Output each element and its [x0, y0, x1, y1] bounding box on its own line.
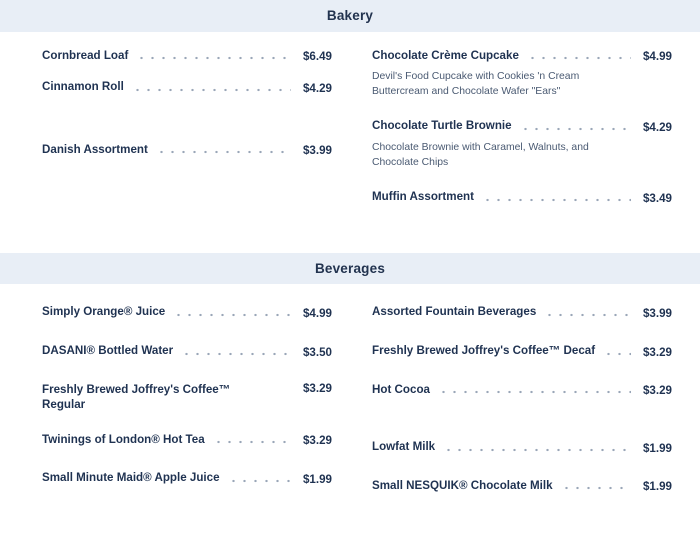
- menu-item-price: $3.49: [642, 191, 672, 205]
- leader-dots: [156, 150, 291, 154]
- leader-dots: [520, 127, 631, 131]
- menu-item-line: [42, 382, 332, 413]
- menu-section-bakery: [0, 0, 700, 213]
- menu-item-name: Cornbread Loaf: [42, 48, 129, 62]
- menu-item-price: $1.99: [642, 480, 672, 494]
- menu-item-name: Small Minute Maid® Apple Juice: [42, 471, 220, 485]
- menu-item-name: Lowfat Milk: [372, 440, 436, 454]
- menu-item: [42, 95, 332, 158]
- menu-item-line: [372, 118, 672, 134]
- menu-item: [42, 320, 332, 359]
- menu-item-line: [372, 343, 672, 359]
- menu-item-description: Chocolate Brownie with Caramel, Walnuts, and Chocolate Chips: [372, 141, 589, 169]
- menu-item-line: [42, 142, 332, 158]
- menu-item-line: [372, 439, 672, 455]
- menu-item-name: Cinnamon Roll: [42, 80, 124, 94]
- menu-item-line: [42, 304, 332, 320]
- menu-item-price: $6.49: [302, 50, 332, 64]
- menu-item-line: [42, 79, 332, 95]
- leader-dots: [438, 390, 631, 394]
- menu-item: [372, 397, 672, 455]
- menu-item-name: Small NESQUIK® Chocolate Milk: [372, 478, 553, 492]
- menu-item-price: $3.50: [302, 345, 332, 359]
- menu-item-name: Freshly Brewed Joffrey's Coffee™ Decaf: [372, 343, 596, 357]
- leader-dots: [527, 56, 631, 60]
- section-spacer: [0, 213, 700, 253]
- menu-item-name: Freshly Brewed Joffrey's Coffee™ Regular: [42, 382, 231, 412]
- leader-dots: [561, 486, 631, 490]
- menu-column-left: [18, 284, 350, 493]
- menu-item-name: Chocolate Turtle Brownie: [372, 119, 512, 133]
- menu-item: [372, 284, 672, 320]
- leader-dots: [443, 448, 631, 452]
- menu-item-price: $1.99: [642, 441, 672, 455]
- menu-item-price: $4.99: [302, 306, 332, 320]
- menu-item-name: Assorted Fountain Beverages: [372, 305, 537, 319]
- menu-column-right: [350, 32, 682, 205]
- menu-item-line: [372, 189, 672, 205]
- menu-item: [372, 320, 672, 359]
- leader-dots: [213, 440, 291, 444]
- menu-column-right: [350, 284, 682, 493]
- menu-item: [372, 32, 672, 100]
- menu-item-line: [372, 304, 672, 320]
- menu-item: [372, 455, 672, 494]
- menu-item-line: [42, 48, 332, 64]
- menu-section-beverages: [0, 253, 700, 500]
- menu-item-description: Devil's Food Cupcake with Cookies 'n Cream Buttercream and Chocolate Wafer "Ears": [372, 71, 580, 98]
- leader-dots: [173, 313, 291, 317]
- section-header-bakery: Bakery: [0, 0, 700, 32]
- menu-item-line: [42, 470, 332, 486]
- menu-column-left: [18, 32, 350, 205]
- leader-dots: [603, 352, 631, 356]
- menu-item: [42, 32, 332, 64]
- menu-item-line: [42, 343, 332, 359]
- section-header-beverages: Beverages: [0, 253, 700, 285]
- menu-item-name: Simply Orange® Juice: [42, 305, 166, 319]
- leader-dots: [228, 479, 291, 483]
- menu-item-price: $3.99: [302, 144, 332, 158]
- menu-item-line: [42, 432, 332, 448]
- menu-item: [42, 63, 332, 95]
- menu-item-price: $3.29: [302, 381, 332, 395]
- menu-item-name: Muffin Assortment: [372, 190, 474, 204]
- menu-item-line: [372, 48, 672, 64]
- menu-item: [372, 170, 672, 205]
- leader-dots: [181, 352, 291, 356]
- menu-item-line: [372, 382, 672, 398]
- menu-item: [42, 284, 332, 320]
- menu-item-name: Chocolate Crème Cupcake: [372, 48, 519, 62]
- menu-item-price: $3.99: [642, 306, 672, 320]
- menu-item-price: $3.29: [302, 434, 332, 448]
- leader-dots: [482, 198, 631, 202]
- leader-dots: [136, 56, 291, 60]
- menu-item-name: Hot Cocoa: [372, 382, 430, 396]
- menu-item-price: $4.29: [642, 120, 672, 134]
- menu-item-price: $1.99: [302, 473, 332, 487]
- menu-item-price: $3.29: [642, 345, 672, 359]
- menu-item-price: $3.29: [642, 384, 672, 398]
- menu-item: [372, 99, 672, 170]
- section-items-beverages: [0, 284, 700, 499]
- section-items-bakery: [0, 32, 700, 213]
- menu-item-line: [372, 478, 672, 494]
- menu-item: [42, 447, 332, 486]
- menu-item-price: $4.99: [642, 50, 672, 64]
- leader-dots: [132, 88, 291, 92]
- menu-item-name: Twinings of London® Hot Tea: [42, 432, 205, 446]
- menu-item: [42, 359, 332, 413]
- leader-dots: [544, 313, 631, 317]
- menu-item-name: DASANI® Bottled Water: [42, 343, 174, 357]
- menu-item-name: Danish Assortment: [42, 142, 148, 156]
- menu-item-price: $4.29: [302, 81, 332, 95]
- menu-item: [42, 413, 332, 448]
- menu-item: [372, 359, 672, 398]
